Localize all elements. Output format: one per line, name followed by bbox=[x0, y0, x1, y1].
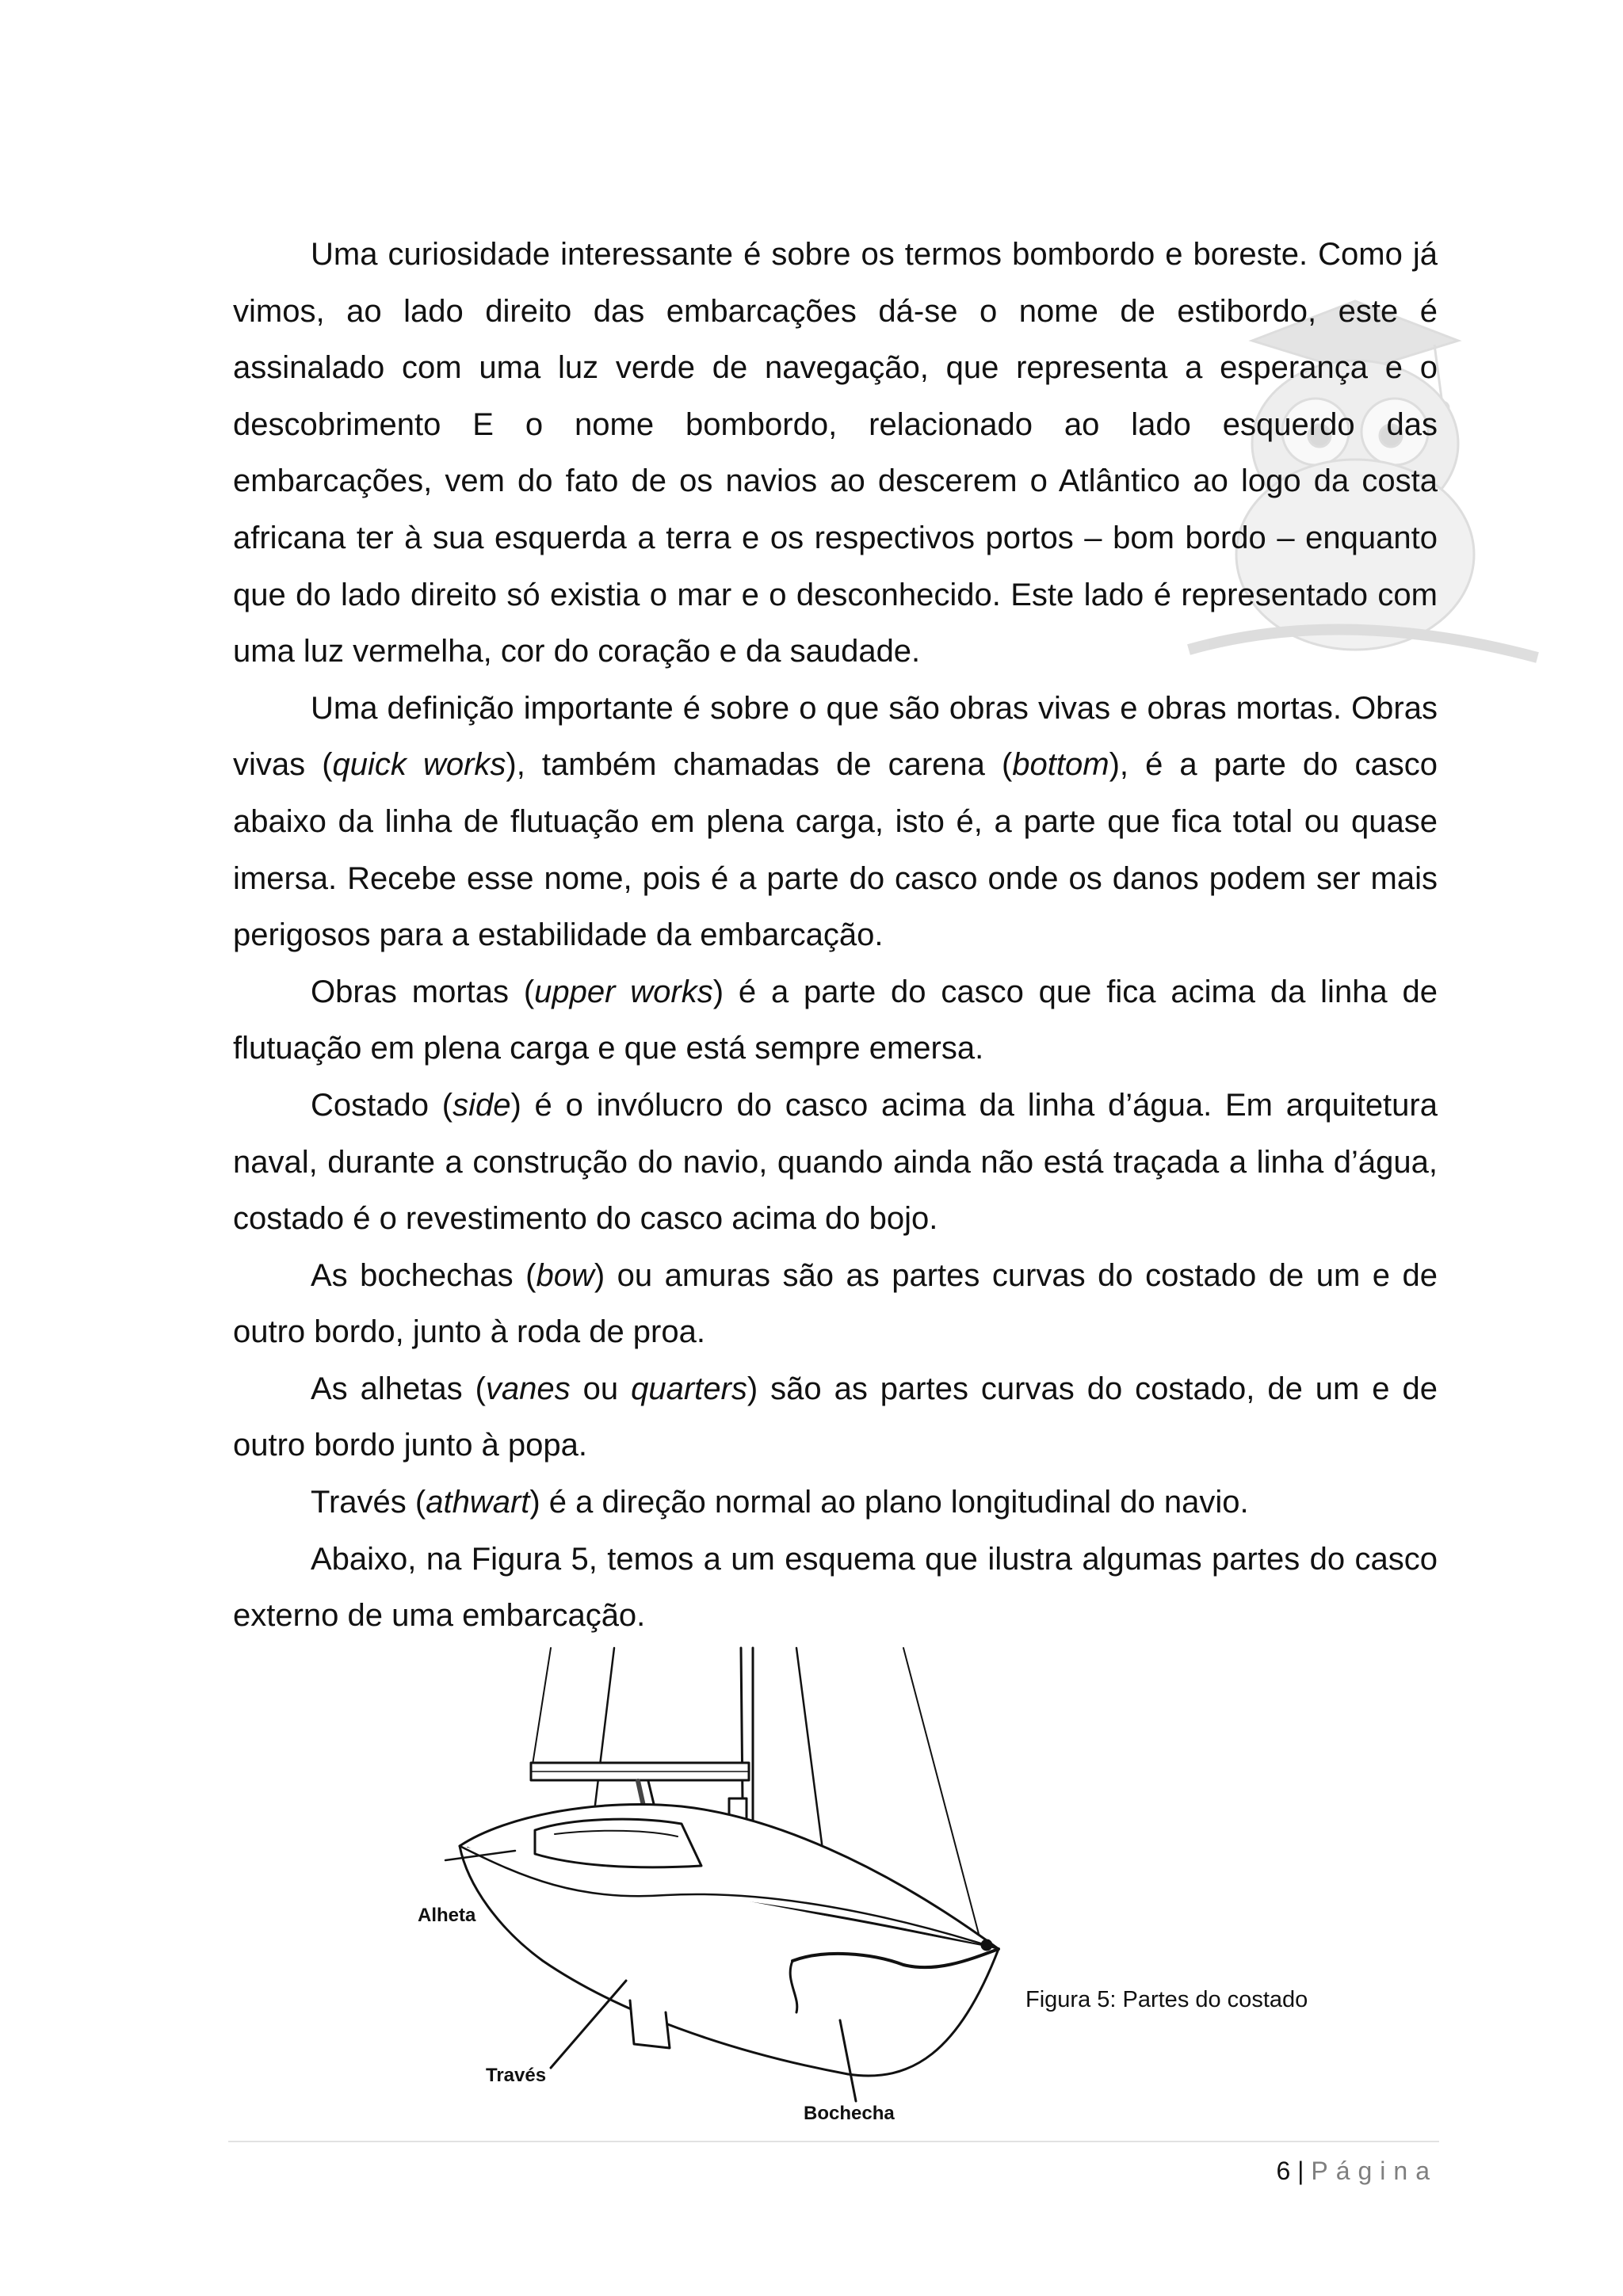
text-run: ) é a parte do casco que fica acima da linha de flutuação em plena carga e que está sempre emersa. bbox=[233, 974, 1438, 1066]
italic-term: side bbox=[453, 1087, 511, 1123]
italic-term: quarters bbox=[631, 1371, 747, 1406]
text-run: Uma definição importante é sobre o que são obras vivas e obras mortas. Obras vivas ( bbox=[233, 690, 1438, 783]
text-run: ) são as partes curvas do costado, de um e de outro bordo junto à popa. bbox=[233, 1371, 1438, 1463]
paragraph-bombordo-boreste bbox=[233, 227, 1438, 681]
page-word: Página bbox=[1311, 2157, 1438, 2185]
page-number-separator: | bbox=[1297, 2157, 1304, 2185]
sailboat-drawing bbox=[396, 1640, 1046, 2115]
text-run: Uma curiosidade interessante é sobre os termos bombordo e boreste. Como já vimos, ao lado direito das embarcações dá-se o nome de estibordo, este é assinalado com uma luz verde de navegação, que representa a esperança e o descobrimento E o nome bombordo, relacionado ao lado esquerdo das embarcações, vem do fato de os navios ao descerem o Atlântico ao logo da costa africana ter à sua esquerda a terra e os respectivos portos – bom bordo – enquanto que do lado direito só existia o mar e o desconhecido. Este lado é representado com uma luz vermelha, cor do coração e da saudade. bbox=[233, 237, 1438, 669]
text-run: ) ou amuras são as partes curvas do costado de um e de outro bordo, junto à roda de proa. bbox=[233, 1257, 1438, 1350]
paragraph-figura-intro bbox=[233, 1531, 1438, 1645]
text-run: As alhetas ( bbox=[311, 1371, 486, 1406]
page-number bbox=[1276, 2157, 1438, 2186]
italic-term: upper works bbox=[534, 974, 713, 1009]
label-bochecha: Bochecha bbox=[804, 2103, 895, 2124]
text-run: As bochechas ( bbox=[311, 1257, 537, 1293]
italic-term: athwart bbox=[426, 1485, 530, 1520]
label-alheta: Alheta bbox=[418, 1905, 476, 1926]
text-run: ou bbox=[570, 1371, 632, 1406]
paragraph-costado bbox=[233, 1077, 1438, 1248]
paragraph-obras-vivas bbox=[233, 681, 1438, 964]
text-run: Costado ( bbox=[311, 1087, 453, 1123]
text-run: Obras mortas ( bbox=[311, 974, 535, 1009]
italic-term: bottom bbox=[1012, 747, 1109, 783]
paragraph-traves bbox=[233, 1474, 1438, 1531]
italic-term: bow bbox=[536, 1257, 594, 1293]
text-run: ) é a direção normal ao plano longitudinal do navio. bbox=[529, 1485, 1249, 1520]
italic-term: quick works bbox=[332, 747, 506, 783]
body-text bbox=[233, 227, 1438, 1645]
text-run: Través ( bbox=[311, 1485, 426, 1520]
text-run: ), é a parte do casco abaixo da linha de flutuação em plena carga, isto é, a parte que fica total ou quase imersa. Recebe esse nome, pois é a parte do casco onde os danos podem ser mais perigosos para a estabilidade da embarcação. bbox=[233, 747, 1438, 953]
text-run: ), também chamadas de carena ( bbox=[506, 747, 1013, 783]
text-run: Abaixo, na Figura 5, temos a um esquema que ilustra algumas partes do casco externo de uma embarcação. bbox=[233, 1541, 1438, 1634]
label-traves: Través bbox=[486, 2065, 547, 2086]
paragraph-alhetas bbox=[233, 1361, 1438, 1474]
paragraph-obras-mortas bbox=[233, 964, 1438, 1077]
text-run: ) é o invólucro do casco acima da linha d’água. Em arquitetura naval, durante a construção do navio, quando ainda não está traçada a linha d’água, costado é o revestimento do casco acima do bojo. bbox=[233, 1087, 1438, 1237]
paragraph-bochechas bbox=[233, 1248, 1438, 1361]
sailboat-figure bbox=[396, 1640, 1046, 2124]
page-number-value: 6 bbox=[1276, 2157, 1291, 2185]
footer-divider bbox=[228, 2141, 1439, 2142]
italic-term: vanes bbox=[485, 1371, 571, 1406]
figure-caption: Figura 5: Partes do costado bbox=[1025, 1987, 1308, 2012]
